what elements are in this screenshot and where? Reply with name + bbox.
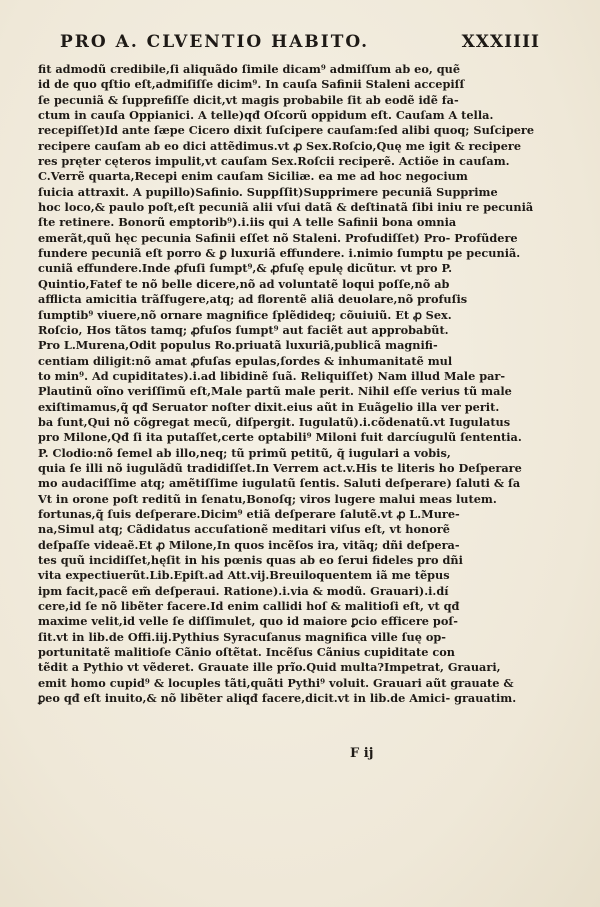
text-line: exiſtimamus,q̃ qđ Seruator noſter dixit.eius aũt in Euãgelio illa ver perit. [38,399,500,414]
text-line: ſit.vt in lib.de Offi.iij.Pythius Syracuſanus magnifica ville ſuę op- [38,629,447,644]
running-title: PRO A. CLVENTIO HABITO. [60,32,370,52]
running-header [60,32,540,60]
text-line: mo audaciſſime atq; amẽtiſſime iugulatũ ſentis. Saluti deſperare) ſaluti & ſa [38,476,521,491]
signature-mark: F ij [350,746,374,761]
text-line: emit homo cupid⁹ & locuples tãti,quãti Pythi⁹ voluit. Grauari aũt grauate & [38,675,514,690]
text-line: ba ſunt,Qui nõ cõgregat mecũ, diſpergit. Iugulatũ).i.cõdenatũ.vt Iugulatus [38,414,511,429]
text-line: recepiſſet)Id ante ſæpe Cicero dixit ſuſcipere cauſam:ſed alibi quoq; Suſcipere [38,123,535,138]
text-line: Plautinũ oĩno veriſſimũ eſt,Male partũ male perit. Nihil eſſe verius tũ male [38,384,512,399]
text-line: portunitatẽ malitioſe Cãnio oſtẽtat. Incẽſus Cãnius cupiditate con [38,645,456,660]
text-line: Roſcio, Hos tãtos tamq; ꝓfuſos ſumpt⁹ aut faciẽt aut approbabũt. [38,322,449,337]
text-line: deſpaſſe videaẽ.Et ꝓ Milone,In quos incẽſos ira, vitãq; dñi deſpera- [38,537,460,552]
text-line: ſte retinere. Bonorũ emptorib⁹).i.iis qui A telle Safinii bona omnia [38,215,457,230]
commentary-text [38,62,535,706]
text-line: ꝑeo qđ eſt inuito,& nõ libẽter aliqđ facere,dicit.vt in lib.de Amici- grauatim. [38,691,517,706]
folio-number: XXXIIII [461,32,540,52]
text-line: centiam diligit:nõ amat ꝓfuſas epulas,ſordes & inhumanitatẽ mul [38,353,453,368]
text-line: Vt in orone poſt reditũ in ſenatu,Bonoſq; viros lugere malui meas lutem. [38,491,497,506]
text-line: pro Milone,Qđ ſi ita putaſſet,certe optabili⁹ Miloni fuit darcíugulũ ſententia. [38,430,522,445]
text-line: afflicta amicitia trãſfugere,atq; ad florentẽ aliã deuolare,nõ profuſis [38,292,468,307]
text-line: fortunas,q̃ ſuis deſperare.Dicim⁹ etiã deſperare ſalutẽ.vt ꝓ L.Mure- [38,506,460,521]
text-line: ctum in cauſa Oppianici. A telle)qđ Oſcorũ oppidum eſt. Cauſam A tella. [38,108,494,123]
text-line: hoc loco,& paulo poſt,eſt pecuniã alii vſui datã & deſtinatã ſibi iniu re pecuniã [38,200,534,215]
text-line: ſe pecuniã & ſupprefiſſe dicit,vt magis probabile ſit ab eodẽ idẽ fa- [38,92,459,107]
text-line: C.Verrẽ quarta,Recepi enim cauſam Siciliæ. ea me ad hoc negocium [38,169,468,184]
text-line: res pręter cęteros impulit,vt cauſam Sex.Roſcii reciperẽ. Actiõe in cauſam. [38,154,510,169]
text-line: maxime velit,id velle ſe diſſimulet, quo id maiore ꝑcio efficere poſ- [38,614,458,629]
text-line: fit admodũ credibile,ſi aliquãdo ſimile dicam⁹ admiſſum ab eo, quẽ [38,62,461,76]
text-line: recipere cauſam ab eo dici attẽdimus.vt ꝓ Sex.Roſcio,Quę me igit & recipere [38,138,522,153]
text-line: P. Clodio:nõ ſemel ab illo,neq; tũ primũ petitũ, q̃ iugulari a vobis, [38,445,451,460]
text-line: tẽdit a Pythio vt vẽderet. Grauate ille prĩo.Quid multa?Impetrat, Grauari, [38,660,501,675]
text-line: ſuicia attraxit. A pupillo)Safinio. Suppſſit)Supprimere pecuniã Supprime [38,184,498,199]
text-line: cuniã effundere.Inde ꝓfuſi ſumpt⁹,& ꝓfuſę epulę dicũtur. vt pro P. [38,261,453,276]
text-line: vita expectiuerũt.Lib.Epiſt.ad Att.vij.Breuiloquentem iã me tẽpus [38,568,450,583]
text-line: fundere pecuniã eſt porro & ꝑ luxuriã effundere. i.nimio ſumptu pe pecuniã. [38,246,521,261]
text-line: cere,id ſe nõ libẽter facere.Id enim callidi hoſ & malitioſi eſt, vt qđ [38,599,460,614]
text-line: Pro L.Murena,Odit populus Ro.priuatã luxuriã,publicã magnifi- [38,338,438,353]
text-line: tes quũ incidiſſet,hęſit in his pœnis quas ab eo ſerui fideles pro dñi [38,553,463,567]
text-line: emerãt,quũ hęc pecunia Safinii eſſet nõ Staleni. Profudiſſet) Pro- Profũdere [38,230,518,245]
text-line: ſumptib⁹ viuere,nõ ornare magnifice ſplẽdideq; cõuiuiũ. Et ꝓ Sex. [38,307,452,322]
text-line: to min⁹. Ad cupiditates).i.ad libidinẽ ſuã. Reliquiſſet) Nam illud Male par- [38,368,506,383]
text-line: na,Simul atq; Cãdidatus accuſationẽ meditari viſus eſt, vt honorẽ [38,522,450,537]
text-line: quia ſe illi nõ iugulãdũ tradidiſſet.In Verrem act.v.His te literis ho Deſperare [38,460,522,475]
text-line: id de quo qſtio eſt,admiſiſſe dicim⁹. In cauſa Safinii Staleni accepiſſ [38,77,465,92]
text-line: ipm facit,pacẽ em̃ deſperaui. Ratione).i.via & modũ. Grauari).i.dí [38,583,449,598]
text-line: Quintio,Fatef te nõ belle dicere,nõ ad voluntatẽ loqui poſſe,nõ ab [38,276,450,291]
